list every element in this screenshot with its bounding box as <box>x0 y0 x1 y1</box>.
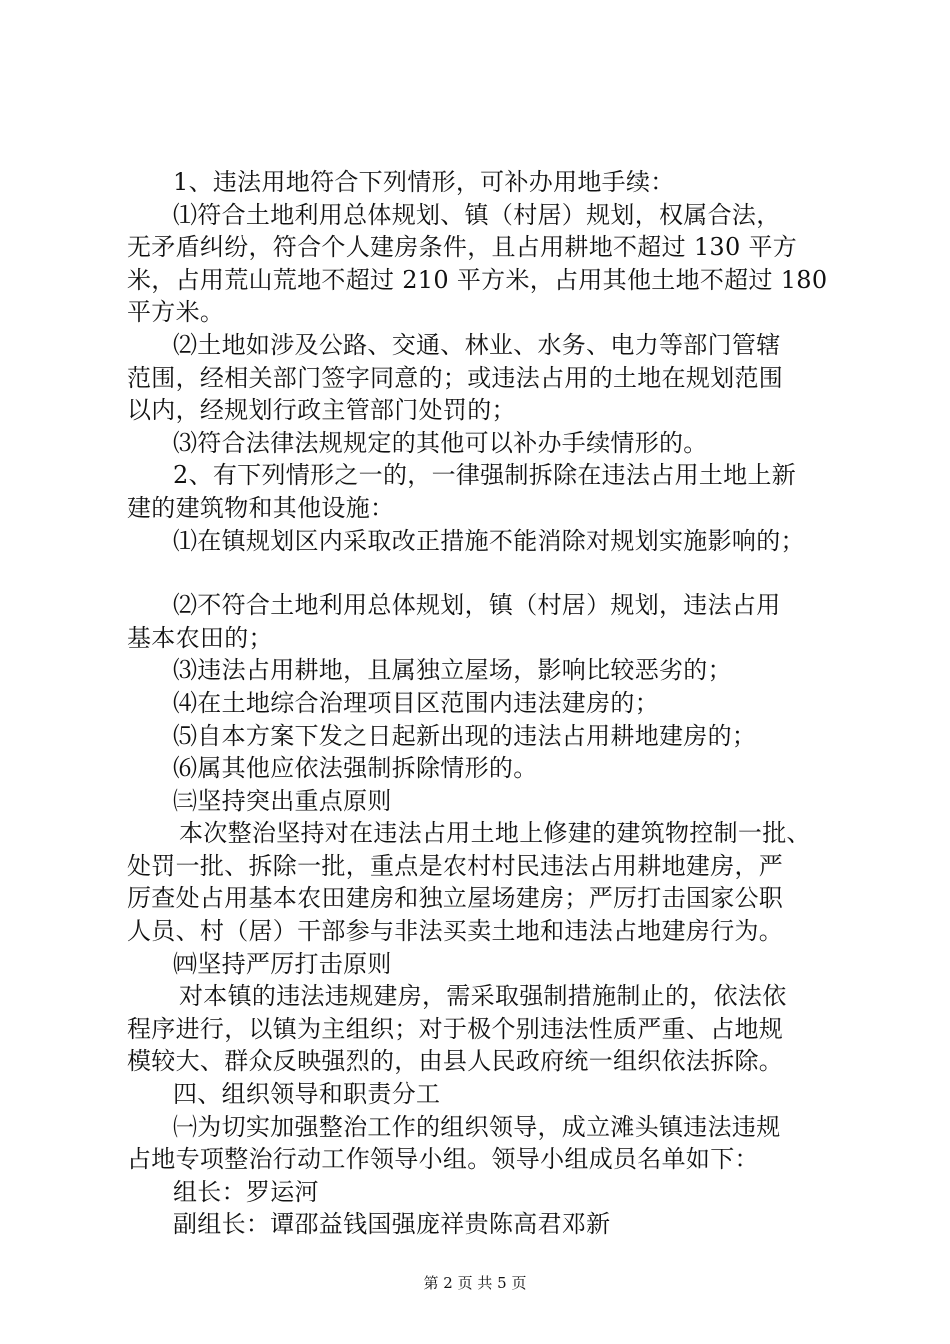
paragraph-line: 米，占用荒山荒地不超过 210 平方米，占用其他土地不超过 180 <box>127 265 828 294</box>
paragraph-line: 以内，经规划行政主管部门处罚的； <box>127 396 516 425</box>
paragraph-line: 范围，经相关部门签字同意的；或违法占用的土地在规划范围 <box>127 363 784 392</box>
paragraph-line: 厉查处占用基本农田建房和独立屋场建房；严厉打击国家公职 <box>127 884 784 913</box>
blank-line <box>127 557 847 589</box>
paragraph-line: 对本镇的违法违规建房，需采取强制措施制止的，依法依 <box>179 982 787 1011</box>
paragraph-line: ⑷在土地综合治理项目区范围内违法建房的； <box>173 688 659 717</box>
paragraph-line: ⑶符合法律法规规定的其他可以补办手续情形的。 <box>173 428 708 457</box>
paragraph-line: 无矛盾纠纷，符合个人建房条件，且占用耕地不超过 130 平方 <box>127 233 798 262</box>
section-heading: ㈢坚持突出重点原则 <box>173 786 392 815</box>
paragraph-line: ⑴在镇规划区内采取改正措施不能消除对规划实施影响的； <box>173 526 805 555</box>
paragraph-line: 模较大、群众反映强烈的，由县人民政府统一组织依法拆除。 <box>127 1047 784 1076</box>
section-heading: ㈣坚持严厉打击原则 <box>173 949 392 978</box>
paragraph-line: 组长：罗运河 <box>173 1177 319 1206</box>
paragraph-line: 处罚一批、拆除一批，重点是农村村民违法占用耕地建房，严 <box>127 851 784 880</box>
paragraph-line: 程序进行，以镇为主组织；对于极个别违法性质严重、占地规 <box>127 1014 784 1043</box>
paragraph-line: ⑴符合土地利用总体规划、镇（村居）规划，权属合法， <box>173 200 781 229</box>
paragraph-line: 1、违法用地符合下列情形，可补办用地手续： <box>173 168 675 196</box>
paragraph-line: ⑵土地如涉及公路、交通、林业、水务、电力等部门管辖 <box>173 330 781 359</box>
paragraph-line: ⑶违法占用耕地，且属独立屋场，影响比较恶劣的； <box>173 656 732 685</box>
paragraph-line: 人员、村（居）干部参与非法买卖土地和违法占地建房行为。 <box>127 917 784 946</box>
paragraph-line: 占地专项整治行动工作领导小组。领导小组成员名单如下： <box>127 1145 759 1174</box>
paragraph-line: 基本农田的； <box>127 623 273 652</box>
paragraph-line: 副组长：谭邵益钱国强庞祥贵陈高君邓新 <box>173 1210 611 1239</box>
paragraph-line: 2、有下列情形之一的，一律强制拆除在违法占用土地上新 <box>173 461 797 490</box>
paragraph-line: 平方米。 <box>127 298 225 327</box>
paragraph-line: 本次整治坚持对在违法占用土地上修建的建筑物控制一批、 <box>179 819 811 848</box>
paragraph-line: ⑵不符合土地利用总体规划，镇（村居）规划，违法占用 <box>173 591 781 620</box>
paragraph-line: ⑸自本方案下发之日起新出现的违法占用耕地建房的； <box>173 721 757 750</box>
section-heading: 四、组织领导和职责分工 <box>173 1080 441 1109</box>
paragraph-line: 建的建筑物和其他设施： <box>127 493 395 522</box>
paragraph-line: ⑹属其他应依法强制拆除情形的。 <box>173 754 538 783</box>
document-body <box>127 166 847 1241</box>
paragraph-line: ㈠为切实加强整治工作的组织领导，成立滩头镇违法违规 <box>173 1112 781 1141</box>
page-number-footer: 第 2 页 共 5 页 <box>423 1274 527 1292</box>
